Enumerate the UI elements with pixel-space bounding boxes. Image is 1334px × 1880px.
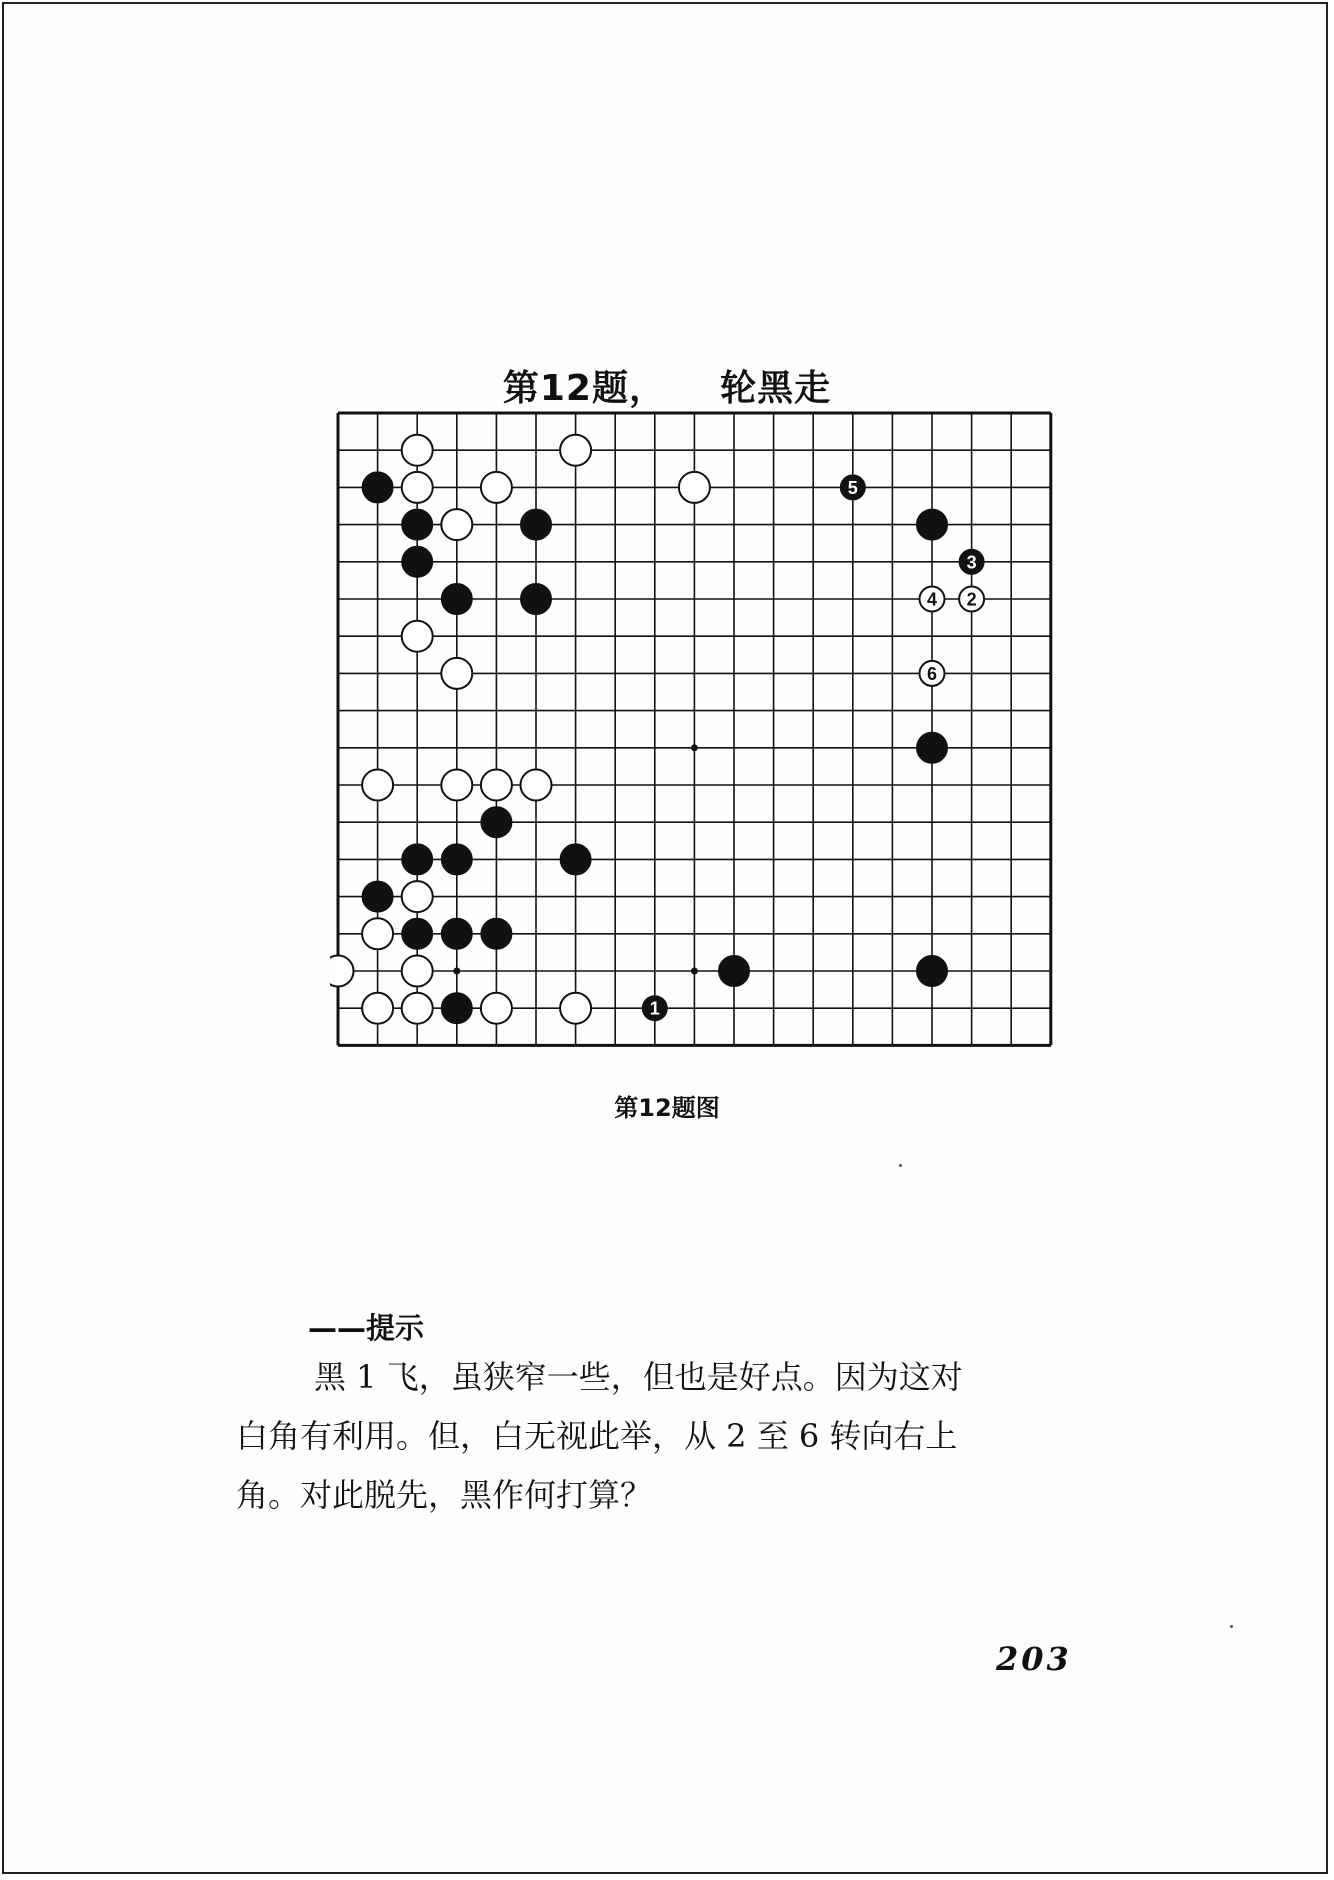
black-stone xyxy=(521,509,552,540)
move-number-label: 2 xyxy=(966,589,977,610)
black-stone xyxy=(521,584,552,615)
star-point xyxy=(691,968,698,975)
black-stone xyxy=(719,956,750,987)
black-stone xyxy=(840,475,865,500)
white-stone xyxy=(481,770,512,801)
page-number: 203 xyxy=(996,1640,1072,1678)
move-number-label: 5 xyxy=(847,477,858,498)
white-stone xyxy=(481,472,512,503)
white-stone xyxy=(441,509,472,540)
hint-heading: ——提示 xyxy=(308,1311,425,1345)
move-number-label: 6 xyxy=(926,663,938,684)
black-stone xyxy=(917,956,948,987)
white-stone xyxy=(920,587,945,612)
white-stone xyxy=(959,587,984,612)
white-stone xyxy=(441,658,472,689)
white-stone xyxy=(402,881,433,912)
black-stone xyxy=(402,844,433,875)
diagram-caption: 第12题图 xyxy=(614,1094,720,1122)
white-stone xyxy=(402,956,433,987)
hint-line: 黑 1 飞，虽狭窄一些，但也是好点。因为这对 xyxy=(314,1358,963,1396)
black-stone xyxy=(959,549,984,574)
black-stone xyxy=(441,993,472,1024)
white-stone xyxy=(920,661,945,686)
black-stone xyxy=(642,996,667,1021)
black-stone xyxy=(402,546,433,577)
star-point xyxy=(691,744,698,751)
white-stone xyxy=(362,770,393,801)
white-stone xyxy=(560,993,591,1024)
white-stone xyxy=(481,993,512,1024)
black-stone xyxy=(917,732,948,763)
star-point xyxy=(453,968,460,975)
black-stone xyxy=(441,844,472,875)
black-stone xyxy=(441,584,472,615)
move-number-label: 4 xyxy=(926,589,938,610)
white-stone xyxy=(330,956,354,987)
white-stone xyxy=(402,993,433,1024)
hint-line: 角。对此脱先，黑作何打算？ xyxy=(236,1476,653,1514)
white-stone xyxy=(560,435,591,466)
hint-line: 白角有利用。但，白无视此举，从 2 至 6 转向右上 xyxy=(236,1417,958,1455)
white-stone xyxy=(402,472,433,503)
white-stone xyxy=(521,770,552,801)
black-stone xyxy=(917,509,948,540)
white-stone xyxy=(362,918,393,949)
black-stone xyxy=(402,918,433,949)
white-stone xyxy=(402,435,433,466)
move-number-label: 3 xyxy=(966,552,977,573)
black-stone xyxy=(481,918,512,949)
white-stone xyxy=(362,993,393,1024)
white-stone xyxy=(441,770,472,801)
board-stones xyxy=(330,435,984,1024)
move-number-label: 1 xyxy=(649,998,660,1019)
white-stone xyxy=(402,621,433,652)
hint-paragraph xyxy=(236,1348,1136,1525)
go-board-diagram xyxy=(330,405,1060,1085)
black-stone xyxy=(441,918,472,949)
board-grid xyxy=(338,413,1051,1045)
black-stone xyxy=(481,807,512,838)
problem-title: 第12题， 轮黑走 xyxy=(502,368,832,409)
black-stone xyxy=(402,509,433,540)
black-stone xyxy=(362,472,393,503)
white-stone xyxy=(679,472,710,503)
black-stone xyxy=(560,844,591,875)
black-stone xyxy=(362,881,393,912)
